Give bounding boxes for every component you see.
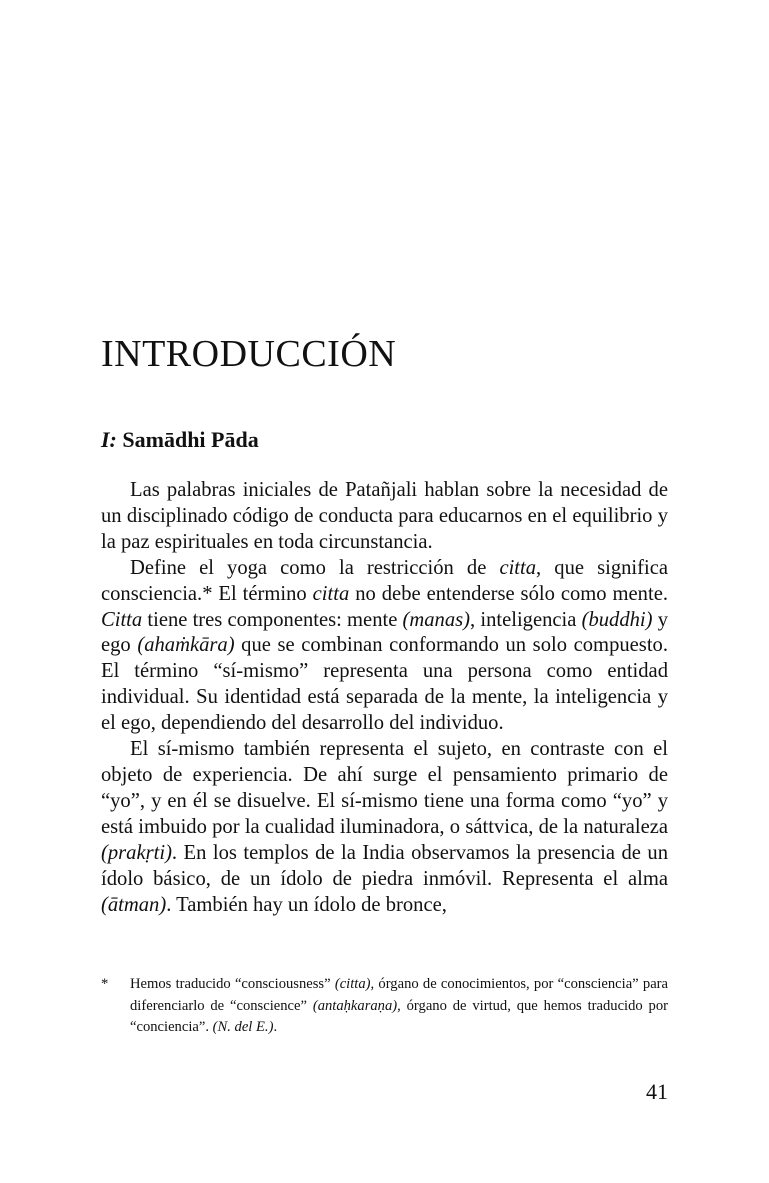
italic-term: (N. del E.) [212, 1019, 274, 1035]
italic-term: citta [499, 556, 537, 579]
text-run: tiene tres componentes: mente [142, 608, 403, 631]
page-title: INTRODUCCIÓN [101, 333, 397, 375]
section-title: Samādhi Pāda [122, 427, 259, 452]
text-run: que se combinan conformando un solo compuesto. El término “sí-mismo” representa una persona como entidad individual. Su identidad está separada de la mente, la inteligencia y el ego, dependiendo del desarrollo del individuo. [101, 634, 668, 735]
paragraph [101, 737, 668, 918]
paragraph [101, 478, 668, 556]
italic-term: (antaḥkaraṇa) [312, 997, 398, 1014]
italic-term: (ātman) [101, 893, 167, 916]
footnote-mark: * [101, 976, 109, 992]
italic-term: (ahaṁkāra) [137, 634, 235, 657]
italic-term: (prakṛti) [101, 841, 172, 864]
text-run: , que significa consciencia.* El término [101, 556, 668, 605]
italic-term: (buddhi) [581, 608, 653, 631]
italic-term: (manas) [402, 608, 471, 631]
text-run: Las palabras iniciales de Patañjali hablan sobre la necesidad de un disciplinado código de conducta para educarnos en el equilibrio y la paz espirituales en toda circunstancia. [101, 479, 668, 553]
text-run: . [273, 1019, 278, 1035]
text-run: y ego [101, 608, 668, 657]
text-run: Define el yoga como la restricción de [130, 556, 500, 579]
body-text [101, 478, 668, 918]
text-run: , órgano de virtud, que hemos traducido por “conciencia”. [130, 997, 668, 1035]
text-run: . En los templos de la India observamos la presencia de un ídolo básico, de un ídolo de piedra inmóvil. Representa el alma [101, 841, 668, 890]
paragraph [101, 556, 668, 737]
text-run: Hemos traducido “consciousness” [130, 976, 335, 992]
text-run: no debe entenderse sólo como mente. [349, 582, 668, 605]
italic-term: (citta) [334, 976, 371, 992]
italic-term: Citta [101, 608, 143, 631]
text-run: El sí-mismo también representa el sujeto, en contraste con el objeto de experiencia. De ahí surge el pensamiento primario de “yo”, y en él se disuelve. El sí-mismo tiene una forma como “yo” y está imbuido por la cualidad iluminadora, o sáttvica, de la naturaleza [101, 738, 668, 838]
text-run: , inteligencia [470, 608, 582, 631]
text-run: , órgano de conocimientos, por “consciencia” para diferenciarlo de “conscience” [130, 976, 669, 1014]
italic-term: citta [312, 582, 350, 605]
page-number: 41 [646, 1079, 668, 1104]
text-run: . También hay un ídolo de bronce, [166, 893, 447, 916]
section-number: I: [101, 427, 117, 452]
section-heading [101, 427, 259, 453]
footnote [101, 974, 668, 1039]
footnote-text [130, 974, 668, 1039]
